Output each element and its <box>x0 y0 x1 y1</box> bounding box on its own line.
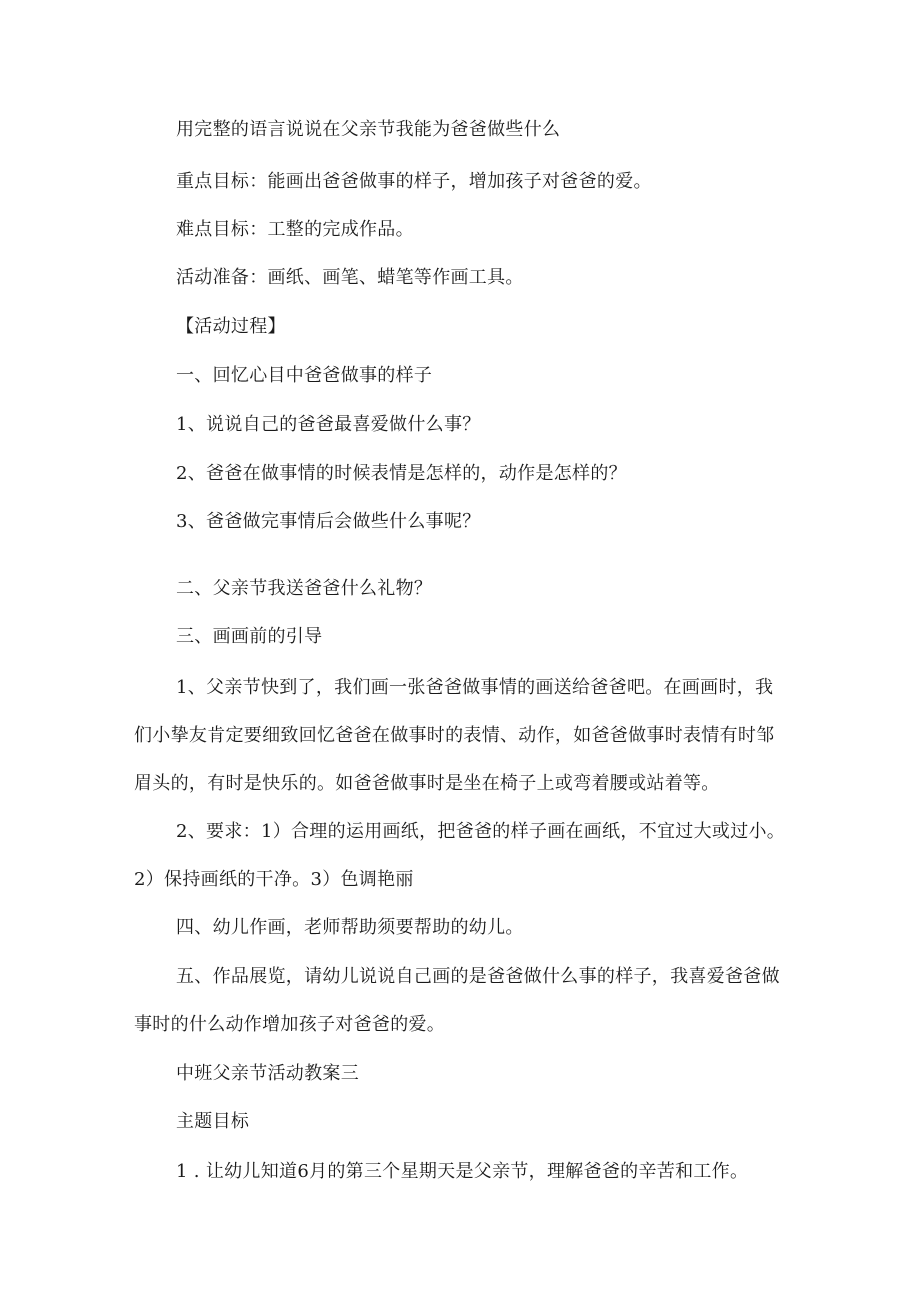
text-line: 难点目标：工整的完成作品。 <box>176 219 414 240</box>
text-line: 三、画画前的引导 <box>176 626 323 647</box>
text-line: 们小挚友肯定要细致回忆爸爸在做事时的表情、动作，如爸爸做事时表情有时邹 <box>134 725 775 746</box>
text-line: 事时的什么动作增加孩子对爸爸的爱。 <box>134 1014 446 1035</box>
text-line: 四、幼儿作画，老师帮助须要帮助的幼儿。 <box>176 917 524 938</box>
text-line: 重点目标：能画出爸爸做事的样子，增加孩子对爸爸的爱。 <box>176 171 652 192</box>
section-heading: 【活动过程】 <box>176 316 286 337</box>
text-line: 用完整的语言说说在父亲节我能为爸爸做些什么 <box>176 119 561 140</box>
text-line: 1、说说自己的爸爸最喜爱做什么事？ <box>176 414 481 435</box>
text-line: 活动准备：画纸、画笔、蜡笔等作画工具。 <box>176 267 524 288</box>
text-line: 3、爸爸做完事情后会做些什么事呢？ <box>176 511 481 532</box>
text-line: 1、父亲节快到了，我们画一张爸爸做事情的画送给爸爸吧。在画画时，我 <box>176 677 774 698</box>
text-line: 一、回忆心目中爸爸做事的样子 <box>176 365 433 386</box>
text-line: 1 . 让幼儿知道6月的第三个星期天是父亲节，理解爸爸的辛苦和工作。 <box>176 1161 749 1182</box>
text-line: 眉头的，有时是快乐的。如爸爸做事时是坐在椅子上或弯着腰或站着等。 <box>134 773 720 794</box>
text-line: 2、要求：1）合理的运用画纸，把爸爸的样子画在画纸，不宜过大或过小。 <box>176 821 786 842</box>
section-heading: 中班父亲节活动教案三 <box>176 1063 359 1084</box>
text-line: 2、爸爸在做事情的时候表情是怎样的，动作是怎样的？ <box>176 463 627 484</box>
text-line: 二、父亲节我送爸爸什么礼物？ <box>176 578 433 599</box>
text-line: 主题目标 <box>176 1111 250 1132</box>
text-line: 2）保持画纸的干净。3）色调艳丽 <box>134 869 414 890</box>
text-line: 五、作品展览，请幼儿说说自己画的是爸爸做什么事的样子，我喜爱爸爸做 <box>176 966 780 987</box>
